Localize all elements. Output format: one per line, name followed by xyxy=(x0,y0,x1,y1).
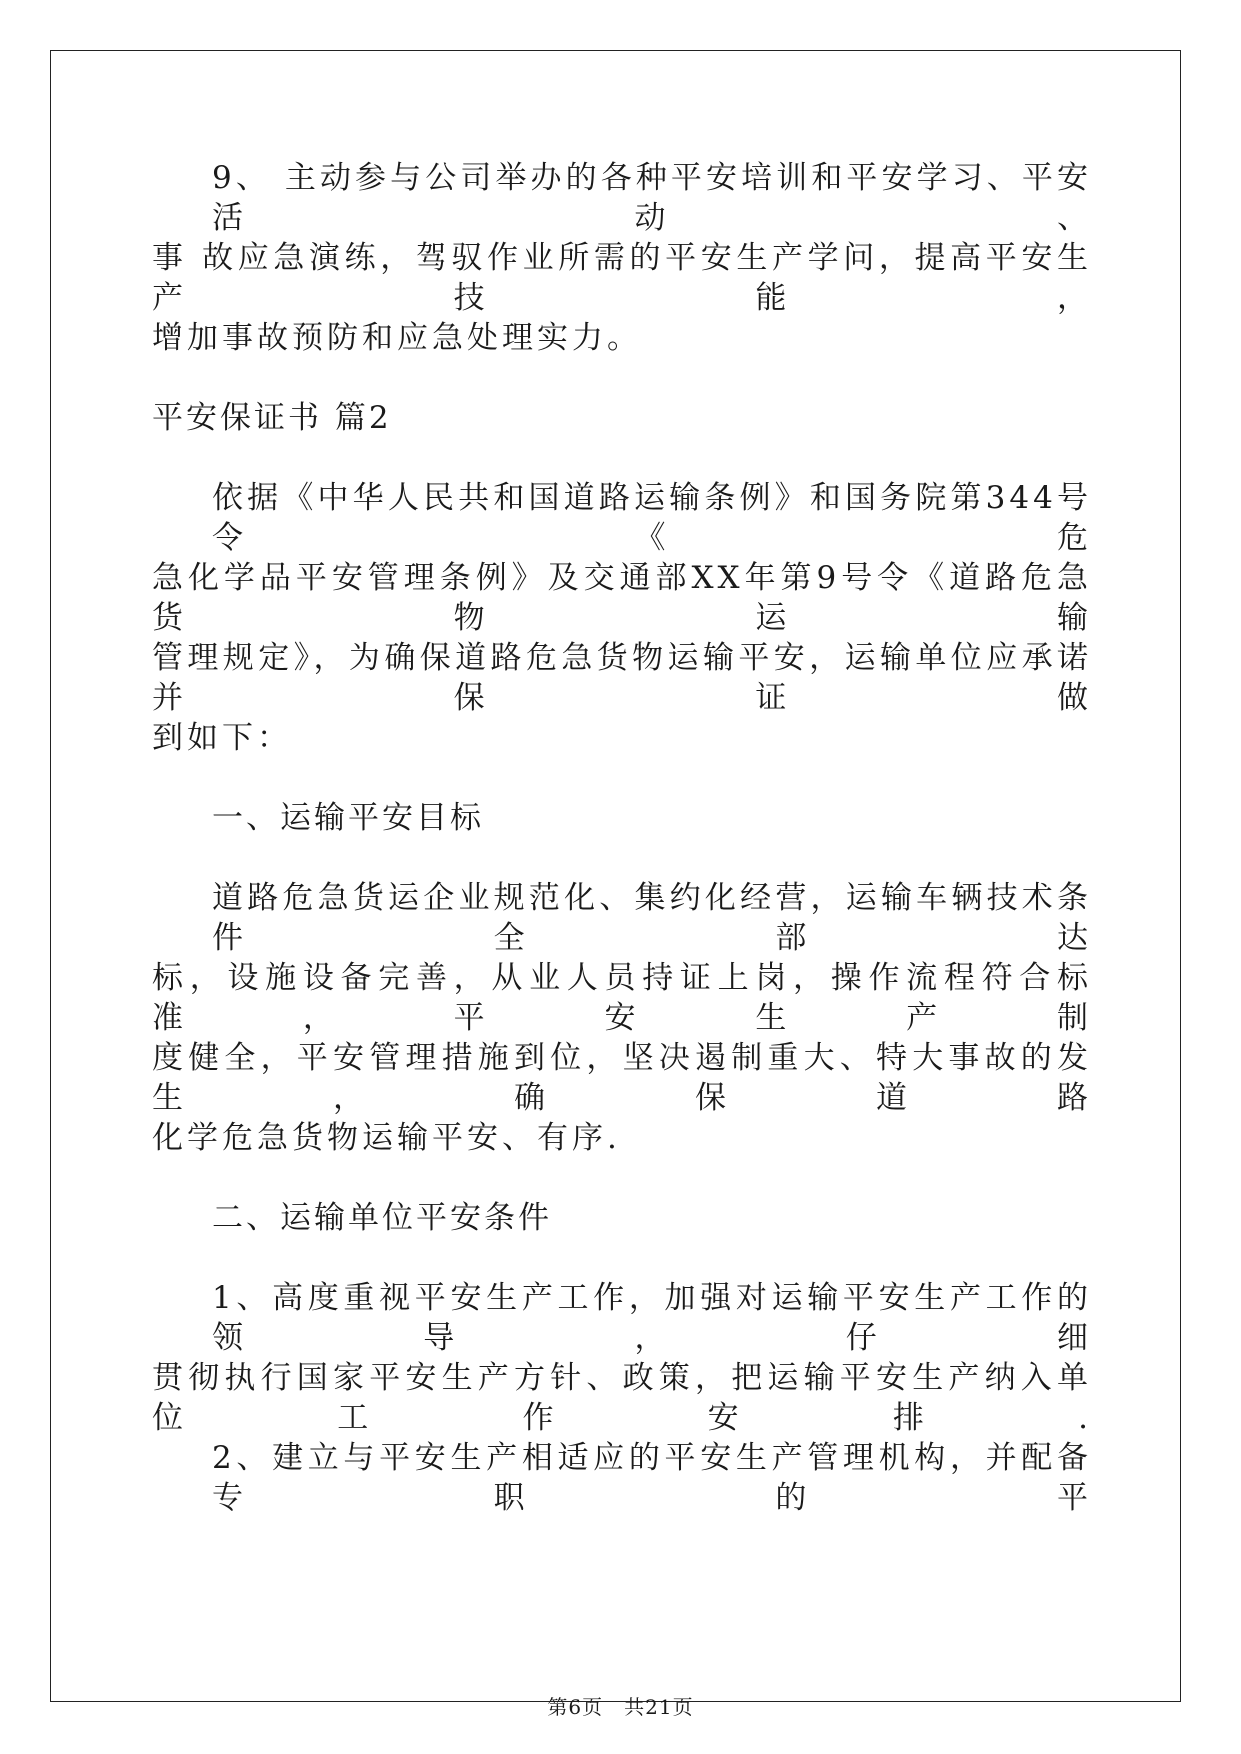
paragraph-line: 事 故应急演练，驾驭作业所需的平安生产学问，提高平安生产技能， xyxy=(152,240,1092,316)
paragraph-line: 管理规定》，为确保道路危急货物运输平安，运输单位应承诺并保证做 xyxy=(152,640,1092,716)
paragraph-line: 2、建立与平安生产相适应的平安生产管理机构，并配备专职的平 xyxy=(212,1440,1092,1516)
paragraph-line: 到如下： xyxy=(152,720,292,756)
section-heading: 二、运输单位平安条件 xyxy=(212,1200,552,1236)
paragraph-line: 标，设施设备完善，从业人员持证上岗，操作流程符合标准，平安生产制 xyxy=(152,960,1092,1036)
paragraph-line: 依据《中华人民共和国道路运输条例》和国务院第344号令《危 xyxy=(212,480,1092,556)
paragraph-line: 9、 主动参与公司举办的各种平安培训和平安学习、平安活动、 xyxy=(212,160,1092,236)
paragraph-line: 度健全，平安管理措施到位，坚决遏制重大、特大事故的发生，确保道路 xyxy=(152,1040,1092,1116)
paragraph-line: 急化学品平安管理条例》及交通部XX年第9号令《道路危急货物运输 xyxy=(152,560,1092,636)
section-heading: 一、运输平安目标 xyxy=(212,800,484,836)
paragraph-line: 增加事故预防和应急处理实力。 xyxy=(152,320,642,356)
paragraph-line: 1、高度重视平安生产工作，加强对运输平安生产工作的领导，仔细 xyxy=(212,1280,1092,1356)
page-number-footer: 第6页 共21页 xyxy=(547,1695,694,1719)
paragraph-line: 贯彻执行国家平安生产方针、政策，把运输平安生产纳入单位工作安排. xyxy=(152,1360,1092,1436)
paragraph-line: 道路危急货运企业规范化、集约化经营，运输车辆技术条件全部达 xyxy=(212,880,1092,956)
section-heading: 平安保证书 篇2 xyxy=(152,400,392,436)
paragraph-line: 化学危急货物运输平安、有序. xyxy=(152,1120,621,1156)
